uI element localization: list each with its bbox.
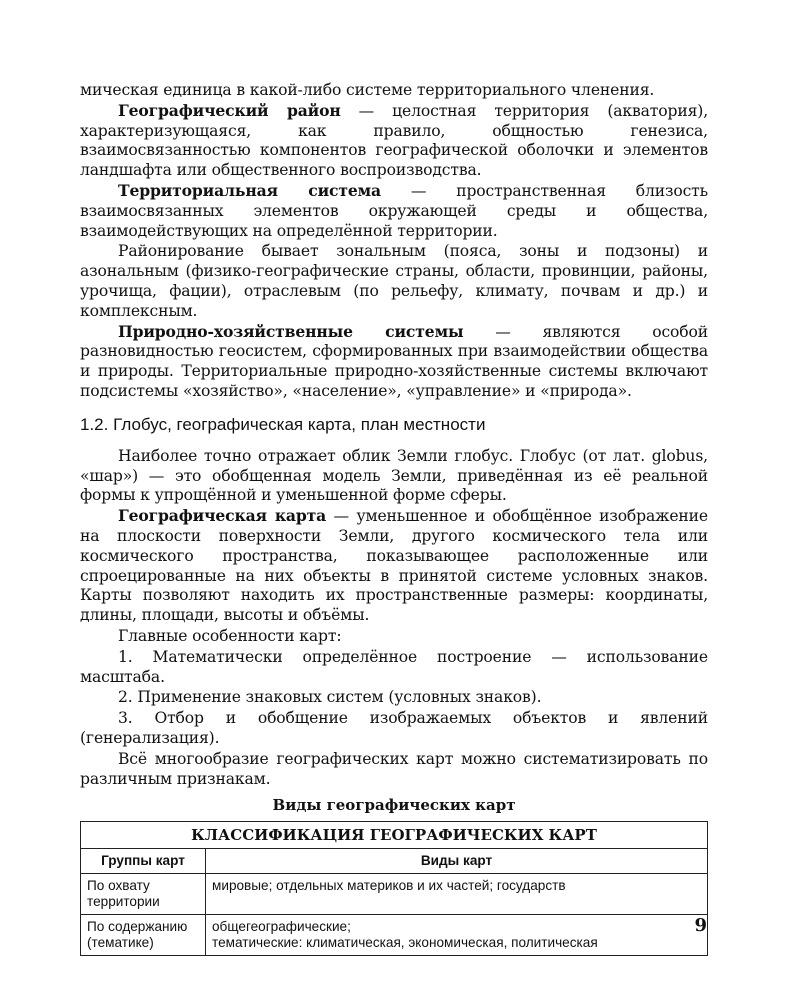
table-row [81,915,708,956]
paragraphs-top [80,80,708,402]
list-item: 1. Математически определённое построение — использование масштаба. [80,647,708,686]
paragraph: Районирование бывает зональным (пояса, зоны и подзоны) и азональным (физико-географические страны, области, провинции, районы, урочища, фации), отраслевым (по рельефу, климату, почвам и др.) и комплексным. [80,242,708,320]
table-row [81,874,708,915]
paragraph: Главные особенности карт: [118,626,342,645]
table-cell-types: общегеографические; тематические: климатическая, экономическая, политическая [206,915,708,956]
paragraph: Всё многообразие географических карт можно систематизировать по различным признакам. [80,749,708,788]
column-header-types: Виды карт [206,849,708,874]
term: Природно-хозяйственные системы [118,321,464,341]
paragraphs-section [80,446,708,790]
column-header-groups: Группы карт [81,849,206,874]
list-item: 2. Применение знаковых систем (условных знаков). [118,688,542,707]
table-cell-group: По содержанию (тематике) [81,915,206,956]
paragraph: Территориальная система — пространственная близость взаимосвязанных элементов окружающей среды и общества, взаимодействующих на определённой территории. [80,180,709,240]
list-item: 3. Отбор и обобщение изображаемых объектов и явлений (генерализация). [80,709,708,747]
section-title: 1.2. Глобус, географическая карта, план местности [80,414,486,434]
page-content [80,80,708,956]
paragraph: Географическая карта — уменьшенное и обобщённое изображение на плоскости поверхности Земли, другого космического тела или космического пространства, показывающее расположенные или спроецированные на них объекты в принятой системе условных знаков. Карты позволяют находить их пространственные размеры: координаты, длины, площади, высоты и объёмы. [80,506,708,625]
term: Территориальная система [118,180,381,200]
paragraph: Географический район — целостная территория (акватория), характеризующаяся, как правило, общностью генезиса, взаимосвязанностью компонентов географической оболочки и элементов ландшафта или общественного воспроизводства. [80,100,709,180]
paragraph: Наиболее точно отражает облик Земли глобус. Глобус (от лат. globus, «шар») — это обобщенная модель Земли, приведённая из её реальной формы к упрощённой и уменьшенной форме сферы. [80,446,708,505]
paragraph: Природно-хозяйственные системы — являются особой разновидностью геосистем, сформированных при взаимодействии общества и природы. Территориальные природно-хозяйственные системы включают подсистемы «хозяйство», «население», «управление» и «природа». [80,321,708,400]
classification-table [80,821,708,956]
table-title: КЛАССИФИКАЦИЯ ГЕОГРАФИЧЕСКИХ КАРТ [81,822,708,849]
paragraph: мическая единица в какой-либо системе территориального членения. [80,81,655,99]
term: Географическая карта [118,506,327,526]
table-caption: Виды географических карт [272,796,516,815]
table-cell-types: мировые; отдельных материков и их частей; государств [206,874,708,915]
table-cell-group: По охвату территории [81,874,206,915]
page-number: 9 [694,915,707,936]
term: Географический район [118,100,341,120]
